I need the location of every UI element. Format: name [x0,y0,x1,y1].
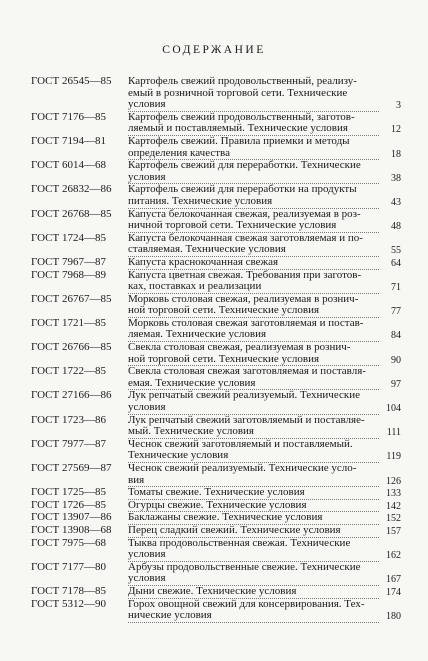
toc-entry [31,390,403,414]
page-number: 126 [386,475,401,487]
entry-title-line: ставляемая. Технические условия [128,244,379,257]
entry-title [128,318,403,342]
toc-entry [31,209,403,233]
entry-title-line: нические условия [128,610,379,623]
standard-code: ГОСТ 1726—85 [31,498,106,511]
entry-title-line: Капуста белокочанная свежая заготовляемая и по- [128,231,363,244]
page-number: 3 [396,100,401,112]
entry-title-line: Огурцы свежие. Технические условия [128,500,379,513]
entry-title-line: Картофель свежий для переработки на продукты [128,183,357,196]
page-number: 162 [386,550,401,562]
entry-title [128,599,403,623]
entry-title [128,525,403,538]
entry-title-line: Перец сладкий свежий. Технические условия [128,525,379,538]
entry-title-line: условия [128,549,379,562]
entry-title-line: ляемая. Технические условия [128,329,379,342]
page-number: 97 [391,378,401,390]
entry-title-line: ной торговой сети. Технические условия [128,305,379,318]
page-number: 55 [391,245,401,257]
standard-code: ГОСТ 1723—86 [31,413,106,426]
entry-title [128,586,403,599]
entry-title-line: емая. Технические условия [128,378,379,391]
entry-title-line: условия [128,99,379,112]
entry-title [128,160,403,184]
entry-title-line: Капуста краснокочанная свежая [128,257,379,270]
standard-code: ГОСТ 7977—87 [31,437,106,450]
entry-title [128,390,403,414]
toc-entry [31,233,403,257]
toc-entry [31,562,403,586]
entry-title-line: Свекла столовая свежая, реализуемая в рознич- [128,341,351,354]
toc-entry [31,270,403,294]
page-title: СОДЕРЖАНИЕ [162,44,266,56]
toc-entry [31,257,403,270]
entry-title [128,415,403,439]
standard-code: ГОСТ 26768—85 [31,207,112,220]
page-number: 90 [391,354,401,366]
page-number: 12 [391,124,401,136]
toc-entry [31,342,403,366]
page-number: 133 [386,488,401,500]
table-of-contents [31,76,403,623]
page-number: 64 [391,257,401,269]
standard-code: ГОСТ 1724—85 [31,231,106,244]
entry-title-line: емый в розничной торговой сети. Технические [128,86,348,99]
entry-title-line: Капуста цветная свежая. Требования при заготов- [128,268,362,281]
standard-code: ГОСТ 1722—85 [31,365,106,378]
standard-code: ГОСТ 27569—87 [31,462,112,474]
standard-code: ГОСТ 26545—85 [31,75,112,87]
page-number: 38 [391,172,401,184]
standard-code: ГОСТ 1721—85 [31,316,106,329]
page-number: 142 [386,500,401,512]
page-number: 18 [391,148,401,160]
toc-entry [31,294,403,318]
page-number: 104 [386,403,401,415]
entry-title [128,294,403,318]
toc-entry [31,415,403,439]
entry-title-line: Лук репчатый свежий реализуемый. Технические [128,389,360,402]
toc-entry [31,366,403,390]
standard-code: ГОСТ 27166—86 [31,389,112,402]
entry-title-line: вия [128,475,379,488]
entry-title-line: условия [128,402,379,415]
page-number: 48 [391,221,401,233]
toc-entry [31,318,403,342]
toc-entry [31,184,403,208]
entry-title-line: определения качества [128,148,379,161]
standard-code: ГОСТ 7968—89 [31,268,106,281]
toc-entry [31,599,403,623]
entry-title-line: Свекла столовая свежая заготовляемая и поставля- [128,365,366,378]
entry-title-line: Картофель свежий. Правила приемки и методы [128,134,350,147]
standard-code: ГОСТ 1725—85 [31,486,106,499]
entry-title-line: ках, поставках и реализации [128,281,379,294]
standard-code: ГОСТ 6014—68 [31,159,106,172]
entry-title-line: Картофель свежий продовольственный, заготов- [128,110,355,123]
standard-code: ГОСТ 7176—85 [31,110,106,123]
entry-title-line: Дыни свежие. Технические условия [128,586,379,599]
page-number: 157 [386,525,401,537]
entry-title [128,209,403,233]
standard-code: ГОСТ 7178—85 [31,584,106,597]
page-number: 43 [391,196,401,208]
page-number: 84 [391,330,401,342]
entry-title-line: Арбузы продовольственные свежие. Технические [128,560,361,573]
page-number: 77 [391,306,401,318]
entry-title [128,233,403,257]
entry-title-line: условия [128,573,379,586]
entry-title [128,439,403,463]
toc-entry [31,136,403,160]
page-number: 111 [386,427,401,439]
entry-title-line: ляемый и поставляемый. Технические условия [128,123,379,136]
standard-code: ГОСТ 5312—90 [31,597,106,610]
entry-title [128,366,403,390]
entry-title-line: Баклажаны свежие. Технические условия [128,512,379,525]
entry-title-line: Технические условия [128,450,379,463]
entry-title-line: Морковь столовая свежая заготовляемая и постав- [128,316,364,329]
entry-title-line: Лук репчатый свежий заготовляемый и поставляе- [128,413,365,426]
toc-entry [31,525,403,538]
entry-title-line: условия [128,172,379,185]
page-number: 180 [386,611,401,623]
entry-title [128,76,403,112]
entry-title [128,562,403,586]
standard-code: ГОСТ 13908—68 [31,523,112,536]
toc-entry [31,112,403,136]
entry-title-line: Томаты свежие. Технические условия [128,487,379,500]
entry-title-line: ничной торговой сети. Технические условия [128,220,379,233]
toc-entry [31,160,403,184]
standard-code: ГОСТ 26766—85 [31,341,112,354]
toc-entry [31,463,403,487]
entry-title [128,463,403,487]
toc-entry [31,439,403,463]
page-number: 174 [386,586,401,598]
entry-title-line: Капуста белокочанная свежая, реализуемая в роз- [128,207,361,220]
entry-title-line: ной торговой сети. Технические условия [128,354,379,367]
entry-title-line: Морковь столовая свежая, реализуемая в рознич- [128,292,359,305]
standard-code: ГОСТ 7975—68 [31,536,106,549]
entry-title-line: Картофель свежий продовольственный, реализу- [128,75,357,87]
standard-code: ГОСТ 7194—81 [31,134,106,147]
page-number: 167 [386,574,401,586]
entry-title [128,136,403,160]
entry-title-line: Горох овощной свежий для консервирования. Тех- [128,597,365,610]
entry-title [128,342,403,366]
page-number: 119 [386,451,401,463]
toc-entry [31,586,403,599]
entry-title [128,112,403,136]
toc-entry [31,487,403,500]
entry-title-line: мый. Технические условия [128,426,379,439]
entry-title-line: питания. Технические условия [128,196,379,209]
entry-title [128,184,403,208]
entry-title [128,487,403,500]
entry-title-line: Тыква продовольственная свежая. Технические [128,536,351,549]
page-number: 152 [386,513,401,525]
standard-code: ГОСТ 7967—87 [31,255,106,268]
entry-title [128,257,403,270]
standard-code: ГОСТ 7177—80 [31,560,106,573]
entry-title-line: Чеснок свежий реализуемый. Технические усло- [128,462,357,474]
entry-title-line: Чеснок свежий заготовляемый и поставляемый. [128,437,353,450]
standard-code: ГОСТ 26767—85 [31,292,112,305]
page-number: 71 [391,282,401,294]
entry-title [128,538,403,562]
entry-title [128,270,403,294]
standard-code: ГОСТ 13907—86 [31,511,112,524]
standard-code: ГОСТ 26832—86 [31,183,112,196]
toc-entry [31,76,403,112]
toc-entry [31,538,403,562]
entry-title-line: Картофель свежий для переработки. Технические [128,159,361,172]
